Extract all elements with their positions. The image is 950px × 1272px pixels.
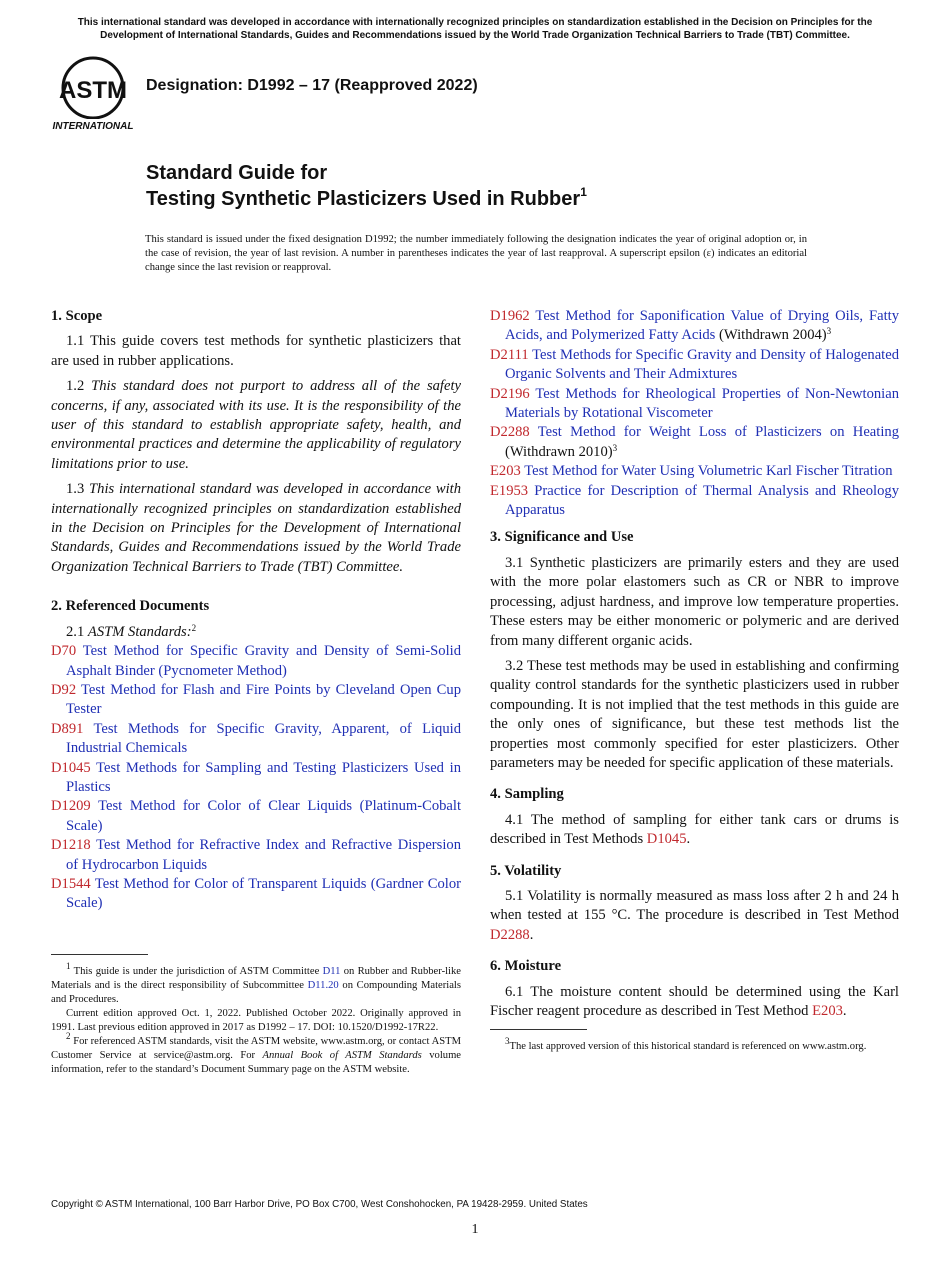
volatility-heading: 5. Volatility bbox=[490, 862, 562, 879]
copyright: Copyright © ASTM International, 100 Barr Harbor Drive, PO Box C700, West Conshohocken, PA 19428-2959. United States bbox=[51, 1199, 588, 1210]
reference-code-link[interactable]: D1544 bbox=[51, 875, 91, 892]
reference-code-link[interactable]: D1218 bbox=[51, 837, 91, 854]
reference-code-link[interactable]: D891 bbox=[51, 720, 84, 737]
reference-code-link[interactable]: E1953 bbox=[490, 482, 529, 499]
reference-code-link[interactable]: D2288 bbox=[490, 424, 530, 441]
reference-title-link[interactable]: Test Method for Color of Clear Liquids (Platinum-Cobalt Scale) bbox=[66, 798, 461, 834]
issue-note: This standard is issued under the fixed designation D1992; the number immediately following the designation indicates the year of original adoption or, in the case of revision, the year of last revision. A number in parentheses indicates the year of last reapproval. A superscript epsilon (ε) indicates an editorial change since the last revision or reapproval. bbox=[145, 234, 807, 273]
reference-title-link[interactable]: Test Method for Weight Loss of Plasticizers on Heating bbox=[537, 424, 899, 441]
volatility-d2288-link[interactable]: D2288 bbox=[490, 926, 530, 943]
reference-item bbox=[490, 482, 899, 521]
reference-title-link[interactable]: Test Method for Color of Transparent Liquids (Gardner Color Scale) bbox=[66, 875, 461, 912]
reference-item bbox=[490, 346, 899, 385]
reference-footnote-mark: 3 bbox=[612, 442, 618, 453]
reference-item bbox=[51, 759, 461, 798]
reference-code-link[interactable]: D70 bbox=[51, 643, 77, 660]
significance-heading: 3. Significance and Use bbox=[490, 529, 634, 546]
reference-item bbox=[51, 875, 461, 914]
reference-withdrawn-note: (Withdrawn 2004) bbox=[719, 327, 827, 344]
reference-title-link[interactable]: Test Method for Flash and Fire Points by Cleveland Open Cup Tester bbox=[66, 681, 462, 718]
reference-item bbox=[51, 642, 461, 681]
reference-code-link[interactable]: D2111 bbox=[490, 346, 529, 363]
svg-text:INTERNATIONAL: INTERNATIONAL bbox=[52, 121, 134, 132]
sampling-heading: 4. Sampling bbox=[490, 786, 564, 803]
footnotes-right bbox=[490, 1036, 899, 1054]
reference-title-link[interactable]: Test Methods for Specific Gravity and Density of Halogenated Organic Solvents and Their Admixtures bbox=[505, 346, 900, 383]
sampling-d1045-link[interactable]: D1045 bbox=[646, 831, 687, 848]
committee-d11-link[interactable]: D11 bbox=[322, 965, 341, 977]
referenced-heading: 2. Referenced Documents bbox=[51, 598, 210, 615]
reference-title-link[interactable]: Test Methods for Specific Gravity, Apparent, of Liquid Industrial Chemicals bbox=[66, 720, 461, 757]
document-title bbox=[146, 160, 587, 212]
reference-list-left bbox=[51, 642, 461, 914]
scope-heading: 1. Scope bbox=[51, 308, 103, 324]
reference-withdrawn-note: (Withdrawn 2010) bbox=[505, 443, 613, 460]
moisture-para-1: 6.1 The moisture content should be determined using the Karl Fischer reagent procedure as described in Test Method E203. bbox=[490, 983, 899, 1019]
page-number: 1 bbox=[471, 1222, 479, 1237]
scope-para-3: 1.3 This international standard was developed in accordance with internationally recognized principles on standardization established in the Decision on Principles for the Development of International Standards, Guides and Recommendations issued by the World Trade Organization Technical Barriers to Trade (TBT) Committee. bbox=[51, 481, 462, 575]
reference-title-link[interactable]: Test Method for Specific Gravity and Density of Semi-Solid Asphalt Binder (Pycnometer Method) bbox=[66, 643, 461, 679]
reference-title-link[interactable]: Test Method for Refractive Index and Refractive Dispersion of Hydrocarbon Liquids bbox=[66, 837, 461, 873]
header-note: This international standard was developed in accordance with internationally recognized principles on standardization established in the Decision on Principles for the Development of International Standards, Guides and Recommendations issued by the World Trade Organization Technical Barriers to Trade (TBT) Committee. bbox=[77, 17, 873, 41]
reference-code-link[interactable]: D1209 bbox=[51, 798, 91, 815]
reference-code-link[interactable]: E203 bbox=[490, 463, 521, 480]
significance-para-1: 3.1 Synthetic plasticizers are primarily esters and they are used with the more polar elastomers such as CR or NBR to improve processing, adjust hardness, and improve low temperature properties. These esters may be either monomeric or polymeric and are derived from many different organic acids. bbox=[490, 554, 899, 649]
svg-text:ASTM: ASTM bbox=[59, 77, 127, 104]
astm-standards-label: 2.1 ASTM Standards:$^2$ bbox=[66, 622, 197, 640]
right-column bbox=[490, 307, 899, 1054]
title-footnote-mark: 1 bbox=[580, 185, 587, 199]
designation: Designation: D1992 – 17 (Reapproved 2022) bbox=[146, 77, 478, 94]
reference-title-link[interactable]: Practice for Description of Thermal Analysis and Rheology Apparatus bbox=[505, 482, 899, 519]
reference-title-link[interactable]: Test Method for Water Using Volumetric Karl Fischer Titration bbox=[524, 463, 893, 480]
reference-item bbox=[490, 462, 899, 481]
sampling-para-1: 4.1 The method of sampling for either tank cars or drums is described in Test Methods D1045. bbox=[490, 811, 899, 848]
reference-title-link[interactable]: Test Methods for Sampling and Testing Plasticizers Used in Plastics bbox=[66, 759, 461, 795]
reference-item bbox=[490, 307, 899, 346]
title-line-1: Standard Guide for bbox=[146, 162, 328, 184]
reference-list-right bbox=[490, 307, 899, 520]
footnote-rule-left bbox=[51, 954, 148, 955]
reference-item bbox=[490, 385, 899, 424]
reference-item bbox=[51, 797, 461, 836]
moisture-e203-link[interactable]: E203 bbox=[812, 1003, 843, 1019]
volatility-para-1: 5.1 Volatility is normally measured as mass loss after 2 h and 24 h when tested at 155 °C. The procedure is described in Test Method D2288. bbox=[490, 887, 900, 943]
footnote-1-edition: Current edition approved Oct. 1, 2022. Published October 2022. Originally approved in 1991. Last previous edition approved in 2017 as D1992 – 17. DOI: 10.1520/D1992-17R22. bbox=[51, 1007, 461, 1033]
moisture-heading: 6. Moisture bbox=[490, 958, 562, 975]
reference-title-link[interactable]: Test Method for Saponification Value of Drying Oils, Fatty Acids, and Polymerized Fatty Acids bbox=[505, 308, 900, 344]
reference-code-link[interactable]: D1045 bbox=[51, 759, 91, 776]
scope-para-2: 1.2 This standard does not purport to address all of the safety concerns, if any, associated with its use. It is the responsibility of the user of this standard to establish appropriate safety, health, and environmental practices and determine the applicability of regulatory limitations prior to use. bbox=[51, 378, 461, 472]
title-line-2: Testing Synthetic Plasticizers Used in Rubber$^1$ bbox=[146, 185, 587, 210]
footnote-1: $^1$ This guide is under the jurisdiction of ASTM Committee D11 on Rubber and Rubber-like Materials and is the direct responsibility of Subcommittee D11.20 on Compounding Materials and Procedures. bbox=[51, 960, 461, 1005]
footnote-2: $^2$ For referenced ASTM standards, visit the ASTM website, www.astm.org, or contact ASTM Customer Service at service@astm.org. For Annual Book of ASTM Standards volume information, refer to the standard’s Document Summary page on the ASTM website. bbox=[51, 1030, 462, 1075]
significance-para-2: 3.2 These test methods may be used in establishing and confirming quality control standards for the synthetic plasticizers used in rubber compounding. It is not implied that the test methods in this guide are the only ones of significance, but these test methods list the properties most commonly specified for ester plasticizers. Other parameters may be needed for specific application of these materials. bbox=[490, 657, 899, 771]
left-column bbox=[51, 307, 461, 1077]
reference-item bbox=[51, 836, 461, 875]
footnote-3: $^3$The last approved version of this historical standard is referenced on www.astm.org. bbox=[505, 1036, 867, 1053]
astm-logo bbox=[52, 56, 134, 132]
reference-footnote-mark: 3 bbox=[826, 326, 832, 337]
reference-code-link[interactable]: D92 bbox=[51, 681, 77, 698]
reference-title-link[interactable]: Test Methods for Rheological Properties of Non-Newtonian Materials by Rotational Viscometer bbox=[505, 385, 900, 422]
reference-code-link[interactable]: D2196 bbox=[490, 385, 530, 402]
footnote-rule-right bbox=[490, 1029, 587, 1030]
subcommittee-d11-20-link[interactable]: D11.20 bbox=[307, 979, 339, 991]
scope-para-1: 1.1 This guide covers test methods for synthetic plasticizers that are used in rubber applications. bbox=[51, 333, 461, 369]
reference-item bbox=[490, 423, 899, 462]
reference-item bbox=[51, 681, 461, 720]
reference-item bbox=[51, 720, 461, 759]
reference-code-link[interactable]: D1962 bbox=[490, 308, 530, 324]
footnotes-left bbox=[51, 960, 462, 1077]
